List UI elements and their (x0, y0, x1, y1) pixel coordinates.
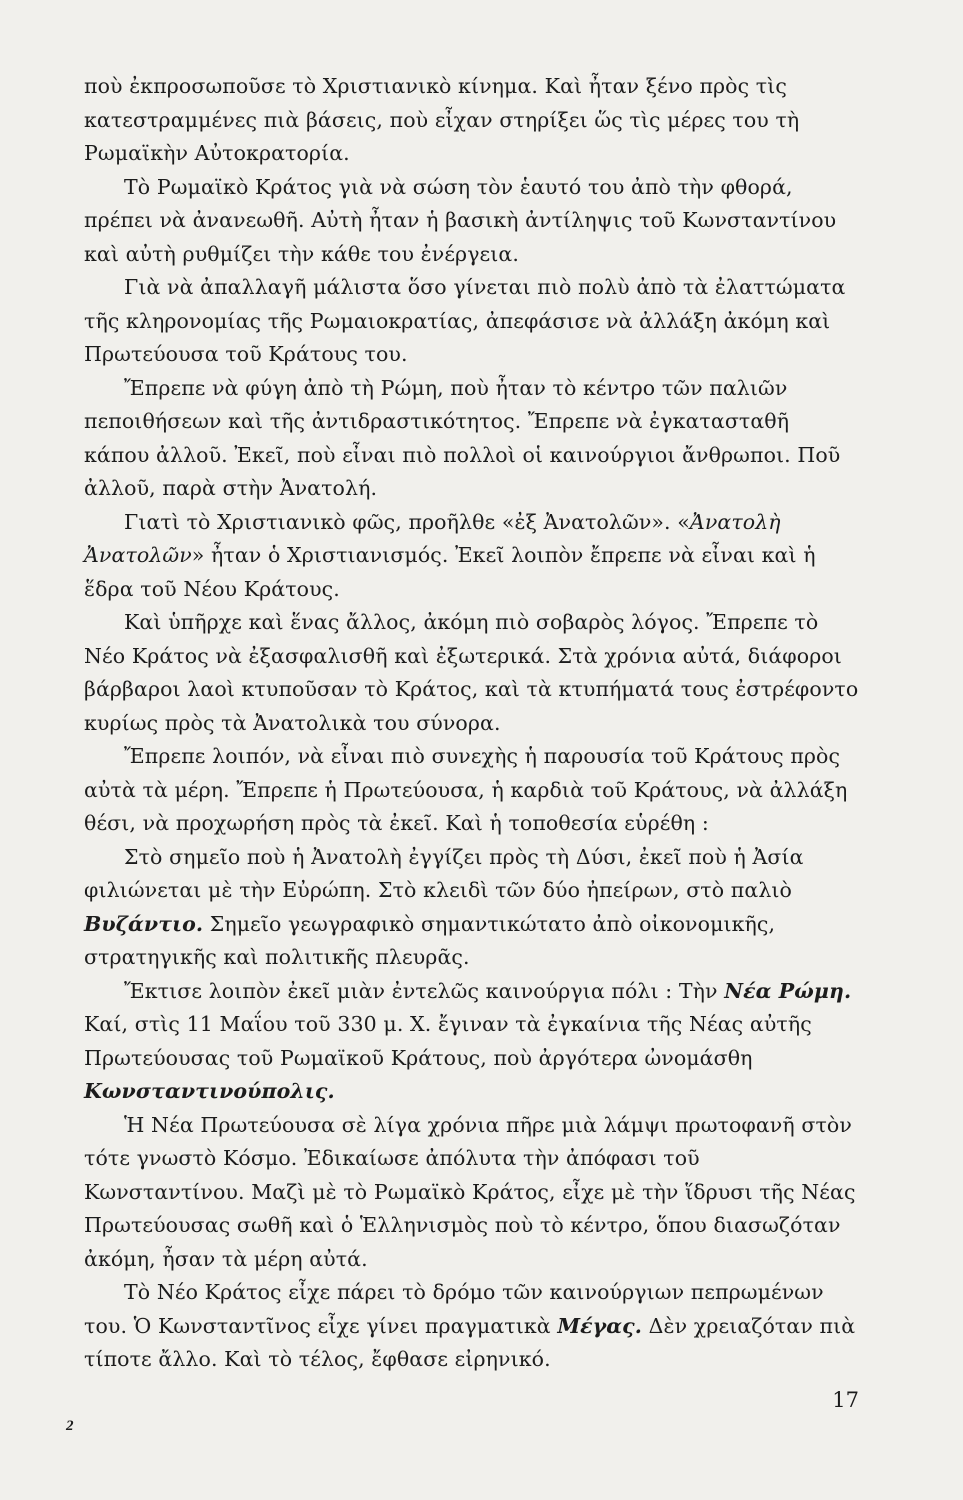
paragraph-text: Καί, στὶς 11 Μαΐου τοῦ 330 μ. Χ. ἔγιναν τὰ ἐγκαίνια τῆς Νέας αὐτῆς Πρωτεύουσας τοῦ Ρωμαϊκοῦ Κράτους, ποὺ ἀργότερα ὠνομάσθη (84, 1012, 812, 1070)
paragraph-continuation: ποὺ ἐκπροσωποῦσε τὸ Χριστιανικὸ κίνημα. Καὶ ἦταν ξένο πρὸς τὶς κατεστραμμένες πιὰ βάσεις, ποὺ εἶχαν στηρίξει ὥς τὶς μέρες του τὴ Ρωμαϊκὴν Αὐτοκρατορία. (84, 74, 800, 165)
emphasis-text: Ἀνατολὴ Ἀνατολῶν (84, 509, 781, 567)
paragraph: Τὸ Ρωμαϊκὸ Κράτος γιὰ νὰ σώση τὸν ἑαυτό του ἀπὸ τὴν φθορά, πρέπει νὰ ἀνανεωθῆ. Αὐτὴ ἦταν ἡ βασικὴ ἀντίληψις τοῦ Κωνσταντίνου καὶ αὐτὴ ρυθμίζει τὴν κάθε του ἐνέργεια. (84, 174, 837, 266)
paragraph-text: Τὸ Νέο Κράτος εἶχε πάρει τὸ δρόμο τῶν καινούργιων πεπρωμένων του. Ὁ Κωνσταντῖνος εἶχε γίνει πραγματικὰ (84, 1280, 824, 1338)
paragraph (84, 841, 860, 975)
paragraph: Καὶ ὑπῆρχε καὶ ἕνας ἄλλος, ἀκόμη πιὸ σοβαρὸς λόγος. Ἔπρεπε τὸ Νέο Κράτος νὰ ἐξασφαλισθῆ καὶ ἐξωτερικά. Στὰ χρόνια αὐτά, διάφοροι βάρβαροι λαοὶ κτυποῦσαν τὸ Κράτος, καὶ τὰ κτυπήματά τους ἐστρέφοντο κυρίως πρὸς τὰ Ἀνατολικὰ του σύνορα. (84, 610, 859, 735)
emphasis-text: Μέγας. (557, 1313, 642, 1338)
paragraph-text: Στὸ σημεῖο ποὺ ἡ Ἀνατολὴ ἐγγίζει πρὸς τὴ Δύσι, ἐκεῖ ποὺ ἡ Ἀσία φιλιώνεται μὲ τὴν Εὐρώπη. Στὸ κλειδὶ τῶν δύο ἠπείρων, στὸ παλιὸ (84, 844, 804, 902)
paragraph: Ἔπρεπε νὰ φύγη ἀπὸ τὴ Ρώμη, ποὺ ἦταν τὸ κέντρο τῶν παλιῶν πεποιθήσεων καὶ τῆς ἀντιδραστικότητος. Ἔπρεπε νὰ ἐγκατασταθῆ κάπου ἀλλοῦ. Ἐκεῖ, ποὺ εἶναι πιὸ πολλοὶ οἱ καινούργιοι ἄνθρωποι. Ποῦ ἀλλοῦ, παρὰ στὴν Ἀνατολή. (84, 375, 841, 500)
body-text (84, 70, 860, 1377)
emphasis-text: Κωνσταντινούπολις. (84, 1079, 335, 1103)
emphasis-text: Νέα Ρώμη. (724, 978, 852, 1003)
emphasis-text: Βυζάντιο. (84, 911, 204, 936)
paragraph-text: Ἔκτισε λοιπὸν ἐκεῖ μιὰν ἐντελῶς καινούργια πόλι : Τὴν (124, 978, 725, 1003)
paragraph: Ἡ Νέα Πρωτεύουσα σὲ λίγα χρόνια πῆρε μιὰ λάμψι πρωτοφανῆ στὸν τότε γνωστὸ Κόσμο. Ἐδικαίωσε ἀπόλυτα τὴν ἀπόφασι τοῦ Κωνσταντίνου. Μαζὶ μὲ τὸ Ρωμαϊκὸ Κράτος, εἶχε μὲ τὴν ἵδρυσι τῆς Νέας Πρωτεύουσας σωθῆ καὶ ὁ Ἑλληνισμὸς ποὺ τὸ κέντρο, ὅπου διασωζόταν ἀκόμη, ἦσαν τὰ μέρη αὐτά. (84, 1112, 856, 1271)
paragraph-text: Σημεῖο γεωγραφικὸ σημαντικώτατο ἀπὸ οἰκονομικῆς, στρατηγικῆς καὶ πολιτικῆς πλευρᾶς. (84, 911, 776, 969)
paragraph (84, 506, 860, 607)
signature-mark: 2 (66, 1418, 74, 1434)
paragraph-text: Γιατὶ τὸ Χριστιανικὸ φῶς, προῆλθε «ἐξ Ἀνατολῶν». « (124, 509, 690, 534)
paragraph: Γιὰ νὰ ἀπαλλαγῆ μάλιστα ὅσο γίνεται πιὸ πολὺ ἀπὸ τὰ ἐλαττώματα τῆς κληρονομίας τῆς Ρωμαιοκρατίας, ἀπεφάσισε νὰ ἀλλάξη ἀκόμη καὶ Πρωτεύουσα τοῦ Κράτους του. (84, 275, 846, 366)
paragraph-text: Δὲν χρειαζόταν πιὰ τίποτε ἄλλο. Καὶ τὸ τέλος, ἔφθασε εἰρηνικό. (84, 1313, 856, 1371)
paragraph-text: » ἦταν ὁ Χριστιανισμός. Ἐκεῖ λοιπὸν ἔπρεπε νὰ εἶναι καὶ ἡ ἕδρα τοῦ Νέου Κράτους. (84, 543, 816, 601)
paragraph: Ἔπρεπε λοιπόν, νὰ εἶναι πιὸ συνεχὴς ἡ παρουσία τοῦ Κράτους πρὸς αὐτὰ τὰ μέρη. Ἔπρεπε ἡ Πρωτεύουσα, ἡ καρδιὰ τοῦ Κράτους, νὰ ἀλλάξη θέσι, νὰ προχωρήση πρὸς τὰ ἐκεῖ. Καὶ ἡ τοποθεσία εὑρέθη : (84, 744, 848, 835)
page-number: 17 (832, 1388, 859, 1412)
paragraph (84, 975, 860, 1109)
paragraph (84, 1276, 860, 1377)
